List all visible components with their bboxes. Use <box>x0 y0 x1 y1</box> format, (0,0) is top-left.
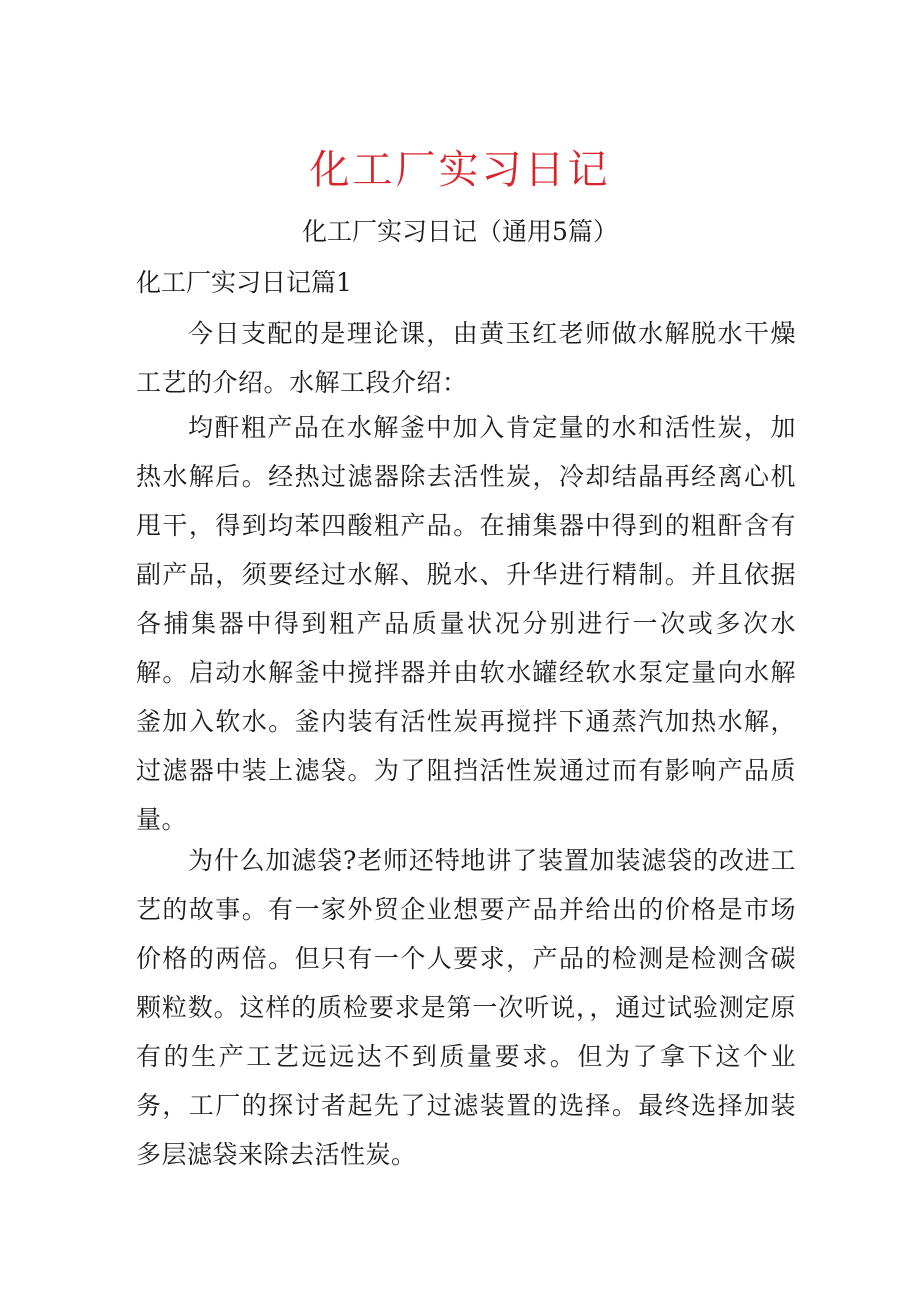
document-subtitle: 化工厂实习日记（通用5篇） <box>302 217 618 246</box>
paragraph-1: 今日支配的是理论课，由黄玉红老师做水解脱水干燥工艺的介绍。水解工段介绍： <box>136 319 796 397</box>
paragraph-2: 均酐粗产品在水解釜中加入肯定量的水和活性炭，加热水解后。经热过滤器除去活性炭，冷却结晶再经离心机甩干，得到均苯四酸粗产品。在捕集器中得到的粗酐含有副产品，须要经过水解、脱水、升华进行精制。并且依据各捕集器中得到粗产品质量状况分别进行一次或多次水解。启动水解釜中搅拌器并由软水罐经软水泵定量向水解釜加入软水。釜内装有活性炭再搅拌下通蒸汽加热水解，过滤器中装上滤袋。为了阻挡活性炭通过而有影响产品质量。 <box>136 413 796 834</box>
document-title: 化工厂实习日记 <box>309 147 611 193</box>
paragraph-3: 为什么加滤袋?老师还特地讲了装置加装滤袋的改进工艺的故事。有一家外贸企业想要产品并给出的价格是市场价格的两倍。但只有一个人要求，产品的检测是检测含碳颗粒数。这样的质检要求是第一次听说，，通过试验测定原有的生产工艺远远达不到质量要求。但为了拿下这个业务，工厂的探讨者起先了过滤装置的选择。最终选择加装多层滤袋来除去活性炭。 <box>136 846 796 1169</box>
section-heading: 化工厂实习日记篇1 <box>136 268 352 297</box>
